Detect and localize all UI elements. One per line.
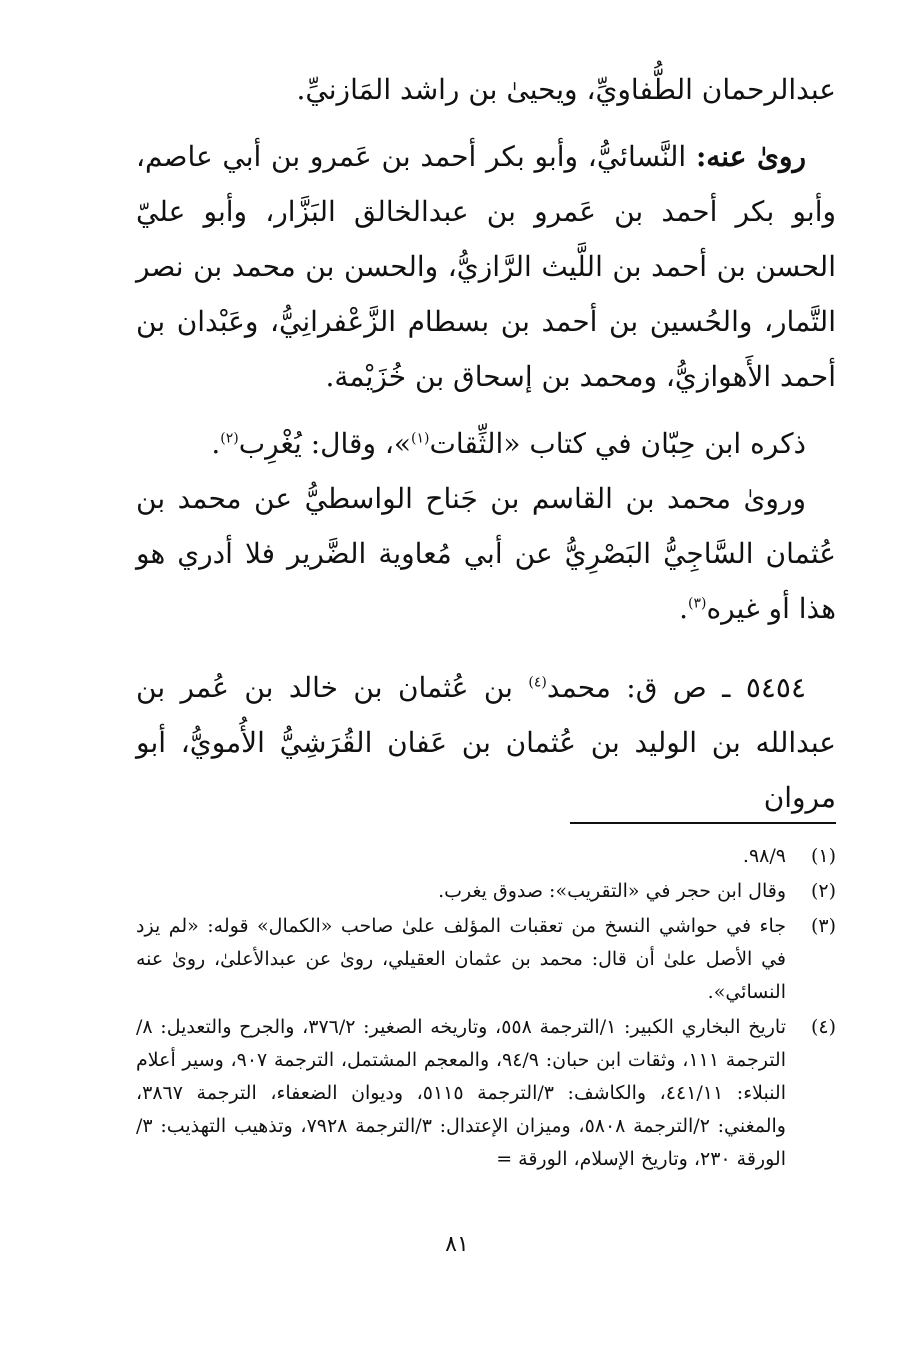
footnote-ref-2[interactable]: (٢) [220, 430, 239, 447]
paragraph-text: . [211, 427, 221, 460]
narrators-list: النَّسائيُّ، وأبو بكر أحمد بن عَمرو بن أبي عاصم، وأبو بكر أحمد بن عَمرو بن عبدالخالق البَزَّار، وأبو عليّ الحسن بن أحمد بن اللَّيث الرَّازيُّ، والحسن بن محمد بن نصر التَّمار، والحُسين بن أحمد بن بسطام الزَّعْفرانِيُّ، وعَبْدان بن أحمد الأَهوازيُّ، ومحمد بن إسحاق بن خُزَيْمة. [136, 140, 836, 393]
footnote-divider [570, 822, 836, 824]
paragraph-ibn-hibban [136, 416, 836, 471]
main-text [136, 62, 836, 825]
footnote-ref-1[interactable]: (١) [411, 430, 430, 447]
narrated-by-heading: روىٰ عنه: [695, 140, 806, 173]
footnote-text: جاء في حواشي النسخ من تعقبات المؤلف علىٰ صاحب «الكمال» قوله: «لم يزد في الأصل علىٰ أن قال: محمد بن عثمان العقيلي، روىٰ عن عبدالأعلىٰ، روىٰ عنه النسائي». [136, 915, 786, 1003]
footnote-ref-4[interactable]: (٤) [528, 674, 547, 691]
footnotes [136, 840, 836, 1178]
paragraph-teachers-end [136, 62, 836, 117]
paragraph-text: ذكره ابن حِبّان في كتاب «الثِّقات [429, 427, 806, 460]
footnote-text: تاريخ البخاري الكبير: ١/الترجمة ٥٥٨، وتاريخه الصغير: ٣٧٦/٢، والجرح والتعديل: ٨/الترجمة ١١١، وثقات ابن حبان: ٩٤/٩، والمعجم المشتمل، الترجمة ٩٠٧، وسير أعلام النبلاء: ٤٤١/١١، والكاشف: ٣/الترجمة ٥١١٥، وديوان الضعفاء، الترجمة ٣٨٦٧، والمغني: ٢/الترجمة ٥٨٠٨، وميزان الإعتدال: ٣/الترجمة ٧٩٢٨، وتذهيب التهذيب: ٣/الورقة ٢٣٠، وتاريخ الإسلام، الورقة = [136, 1016, 786, 1170]
footnote-1 [136, 840, 836, 873]
footnote-3 [136, 910, 836, 1009]
paragraph-text: وروىٰ محمد بن القاسم بن جَناح الواسطيُّ عن محمد بن عُثمان السَّاجِيُّ البَصْرِيُّ عن أبي مُعاوية الضَّرير فلا أدري هو هذا أو غيره [136, 482, 836, 625]
entry-5454 [136, 660, 836, 825]
footnote-2 [136, 875, 836, 908]
paragraph-narrators [136, 129, 836, 404]
paragraph-text: . [679, 592, 688, 625]
footnote-number: (٤) [810, 1016, 836, 1038]
footnote-text: ٩٨/٩. [742, 845, 786, 867]
paragraph-text: عبدالرحمان الطُّفاويِّ، ويحيىٰ بن راشد المَازنيِّ. [296, 73, 836, 106]
footnote-4 [136, 1011, 836, 1176]
footnote-number: (١) [810, 845, 836, 867]
footnote-ref-3[interactable]: (٣) [687, 595, 707, 612]
footnote-number: (٢) [810, 880, 836, 902]
paragraph-text: »، وقال: يُغْرِب [238, 427, 412, 460]
paragraph-wasiti [136, 471, 836, 636]
footnote-number: (٣) [810, 915, 836, 937]
footnote-text: وقال ابن حجر في «التقريب»: صدوق يغرب. [438, 880, 786, 902]
paragraph-text: بن عُثمان بن خالد بن عُمر بن عبدالله بن الوليد بن عُثمان بن عَفان القُرَشِيُّ الأُمويُّ، أبو مروان [136, 671, 836, 814]
entry-heading: ٥٤٥٤ ـ ص ق: محمد [546, 671, 806, 704]
page-number: ٨١ [445, 1232, 469, 1257]
